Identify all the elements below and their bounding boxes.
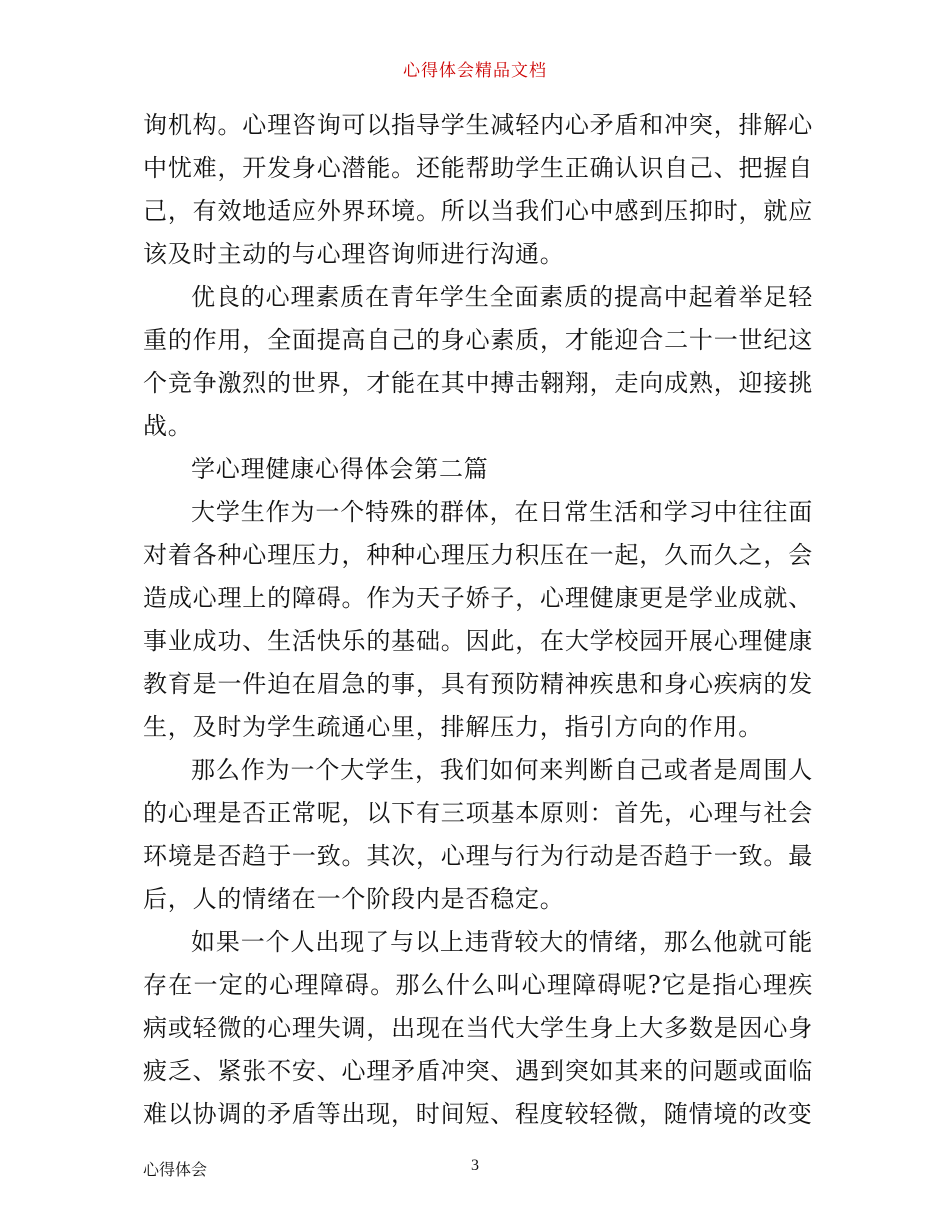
paragraph: 优良的心理素质在青年学生全面素质的提高中起着举足轻重的作用，全面提高自己的身心素质，才能迎合二十一世纪这个竞争激烈的世界，才能在其中搏击翱翔，走向成熟，迎接挑战。 bbox=[143, 283, 813, 440]
document-body bbox=[143, 104, 813, 1136]
document-header-title: 心得体会精品文档 bbox=[403, 61, 547, 81]
page-number: 3 bbox=[471, 1157, 479, 1174]
paragraph-continuation: 询机构。心理咨询可以指导学生减轻内心矛盾和冲突，排解心中忧难，开发身心潜能。还能帮助学生正确认识自己、把握自己，有效地适应外界环境。所以当我们心中感到压抑时，就应该及时主动的与心理咨询师进行沟通。 bbox=[143, 111, 813, 268]
footer-label: 心得体会 bbox=[143, 1160, 208, 1179]
paragraph: 如果一个人出现了与以上违背较大的情绪，那么他就可能存在一定的心理障碍。那么什么叫心理障碍呢?它是指心理疾病或轻微的心理失调，出现在当代大学生身上大多数是因心身疲乏、紧张不安、心理矛盾冲突、遇到突如其来的问题或面临难以协调的矛盾等出现，时间短、程度较轻微，随情境的改变 bbox=[143, 928, 813, 1128]
paragraph: 那么作为一个大学生，我们如何来判断自己或者是周围人的心理是否正常呢，以下有三项基本原则：首先，心理与社会环境是否趋于一致。其次，心理与行为行动是否趋于一致。最后，人的情绪在一个阶段内是否稳定。 bbox=[143, 756, 813, 913]
paragraph: 大学生作为一个特殊的群体，在日常生活和学习中往往面对着各种心理压力，种种心理压力积压在一起，久而久之，会造成心理上的障碍。作为天子娇子，心理健康更是学业成就、事业成功、生活快乐的基础。因此，在大学校园开展心理健康教育是一件迫在眉急的事，具有预防精神疾患和身心疾病的发生，及时为学生疏通心里，排解压力，指引方向的作用。 bbox=[143, 498, 813, 741]
section-heading: 学心理健康心得体会第二篇 bbox=[191, 455, 489, 483]
